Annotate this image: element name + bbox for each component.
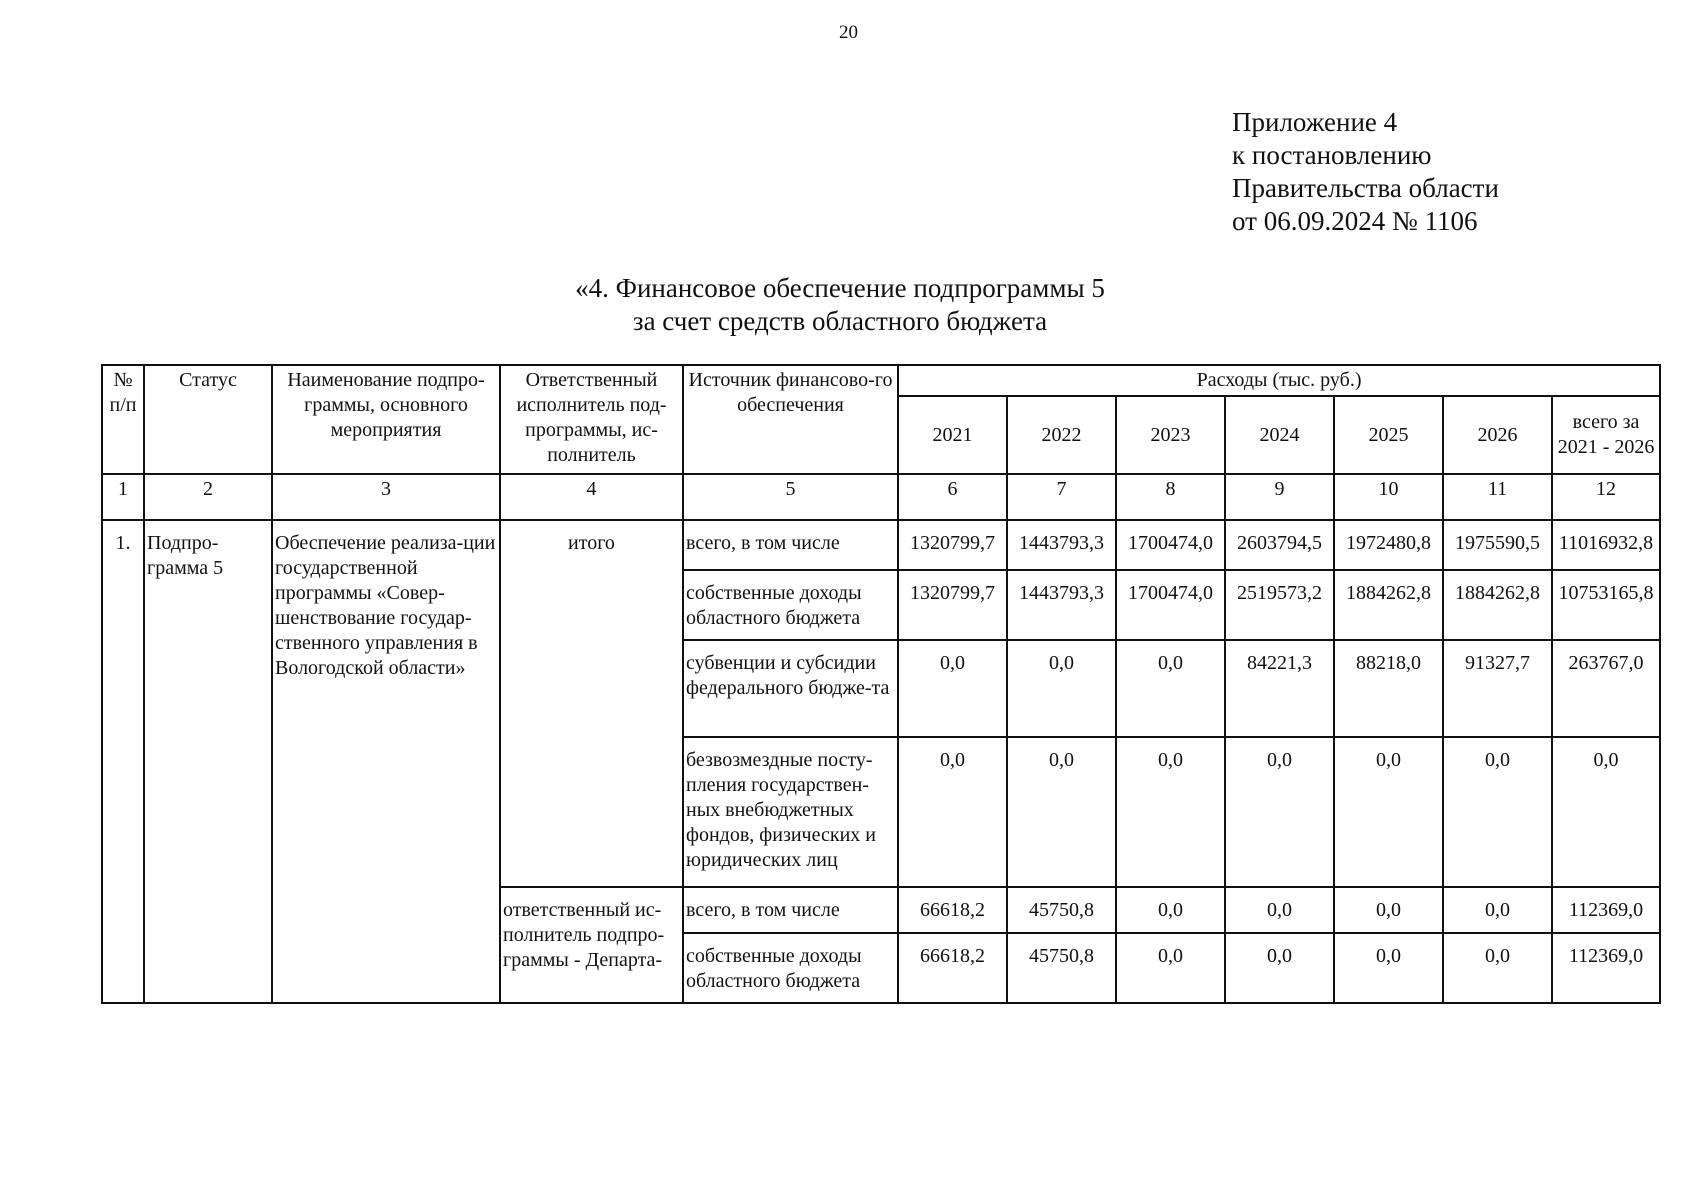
row-source: безвозмездные посту-пления государствен-ных внебюджетных фондов, физических и юридических лиц <box>683 737 898 887</box>
value-cell: 1700474,0 <box>1116 520 1225 570</box>
value-cell: 88218,0 <box>1334 640 1443 737</box>
column-number: 11 <box>1443 474 1552 520</box>
header-expenses: Расходы (тыс. руб.) <box>898 365 1660 396</box>
value-cell: 84221,3 <box>1225 640 1334 737</box>
page-number: 20 <box>839 22 858 43</box>
value-cell: 0,0 <box>1007 640 1116 737</box>
value-cell: 1700474,0 <box>1116 570 1225 640</box>
row-source: всего, в том числе <box>683 887 898 933</box>
document-title <box>420 272 1260 338</box>
column-number: 1 <box>102 474 144 520</box>
column-number: 5 <box>683 474 898 520</box>
header-year: 2022 <box>1007 396 1116 474</box>
header-name: Наименование подпро-граммы, основного мероприятия <box>272 365 500 474</box>
appendix-line: Приложение 4 <box>1232 107 1398 137</box>
header-num: № п/п <box>102 365 144 474</box>
row-num: 1. <box>102 520 144 1003</box>
value-cell: 0,0 <box>1225 887 1334 933</box>
column-number: 4 <box>500 474 683 520</box>
value-cell: 0,0 <box>1443 737 1552 887</box>
appendix-line: от 06.09.2024 № 1106 <box>1232 206 1478 236</box>
value-cell: 0,0 <box>1225 737 1334 887</box>
value-cell: 66618,2 <box>898 933 1007 1003</box>
value-cell: 0,0 <box>1552 737 1660 887</box>
value-cell: 45750,8 <box>1007 933 1116 1003</box>
value-cell: 0,0 <box>1116 737 1225 887</box>
row-source: собственные доходы областного бюджета <box>683 570 898 640</box>
column-number: 2 <box>144 474 272 520</box>
row-responsible: итого <box>500 520 683 887</box>
value-cell: 10753165,8 <box>1552 570 1660 640</box>
header-source: Источник финансово-го обеспечения <box>683 365 898 474</box>
value-cell: 0,0 <box>1116 640 1225 737</box>
value-cell: 2603794,5 <box>1225 520 1334 570</box>
value-cell: 45750,8 <box>1007 887 1116 933</box>
appendix-line: Правительства области <box>1232 173 1499 203</box>
header-year: 2023 <box>1116 396 1225 474</box>
column-number: 6 <box>898 474 1007 520</box>
column-number: 10 <box>1334 474 1443 520</box>
header-total: всего за 2021 - 2026 <box>1552 396 1660 474</box>
value-cell: 0,0 <box>1334 737 1443 887</box>
value-cell: 0,0 <box>1334 933 1443 1003</box>
value-cell: 1320799,7 <box>898 570 1007 640</box>
appendix-line: к постановлению <box>1232 140 1432 170</box>
column-number: 3 <box>272 474 500 520</box>
value-cell: 0,0 <box>1116 933 1225 1003</box>
header-year: 2024 <box>1225 396 1334 474</box>
row-status: Подпро-грамма 5 <box>144 520 272 1003</box>
row-source: собственные доходы областного бюджета <box>683 933 898 1003</box>
value-cell: 11016932,8 <box>1552 520 1660 570</box>
document-title-line: за счет средств областного бюджета <box>632 306 1048 336</box>
value-cell: 0,0 <box>1443 933 1552 1003</box>
value-cell: 0,0 <box>1116 887 1225 933</box>
row-name: Обеспечение реализа-ции государственной программы «Совер-шенствование государ-ственного управления в Вологодской области» <box>272 520 500 1003</box>
table-row <box>102 520 1660 570</box>
document-title-line: «4. Финансовое обеспечение подпрограммы 5 <box>575 273 1105 303</box>
value-cell: 1975590,5 <box>1443 520 1552 570</box>
header-year: 2025 <box>1334 396 1443 474</box>
header-responsible: Ответственный исполнитель под-программы, ис-полнитель <box>500 365 683 474</box>
value-cell: 0,0 <box>1443 887 1552 933</box>
value-cell: 1884262,8 <box>1443 570 1552 640</box>
value-cell: 66618,2 <box>898 887 1007 933</box>
column-number: 7 <box>1007 474 1116 520</box>
value-cell: 263767,0 <box>1552 640 1660 737</box>
value-cell: 1972480,8 <box>1334 520 1443 570</box>
budget-table <box>101 364 1661 1004</box>
header-year: 2026 <box>1443 396 1552 474</box>
appendix-block <box>1232 106 1499 238</box>
header-year: 2021 <box>898 396 1007 474</box>
column-number: 8 <box>1116 474 1225 520</box>
value-cell: 0,0 <box>1007 737 1116 887</box>
header-status: Статус <box>144 365 272 474</box>
value-cell: 1884262,8 <box>1334 570 1443 640</box>
value-cell: 112369,0 <box>1552 933 1660 1003</box>
value-cell: 0,0 <box>1225 933 1334 1003</box>
value-cell: 0,0 <box>898 640 1007 737</box>
value-cell: 2519573,2 <box>1225 570 1334 640</box>
value-cell: 112369,0 <box>1552 887 1660 933</box>
column-number: 12 <box>1552 474 1660 520</box>
value-cell: 0,0 <box>1334 887 1443 933</box>
value-cell: 1443793,3 <box>1007 520 1116 570</box>
row-responsible: ответственный ис-полнитель подпро-граммы - Департа- <box>500 887 683 1003</box>
value-cell: 91327,7 <box>1443 640 1552 737</box>
column-number: 9 <box>1225 474 1334 520</box>
value-cell: 0,0 <box>898 737 1007 887</box>
value-cell: 1443793,3 <box>1007 570 1116 640</box>
row-source: субвенции и субсидии федерального бюдже-та <box>683 640 898 737</box>
value-cell: 1320799,7 <box>898 520 1007 570</box>
row-source: всего, в том числе <box>683 520 898 570</box>
